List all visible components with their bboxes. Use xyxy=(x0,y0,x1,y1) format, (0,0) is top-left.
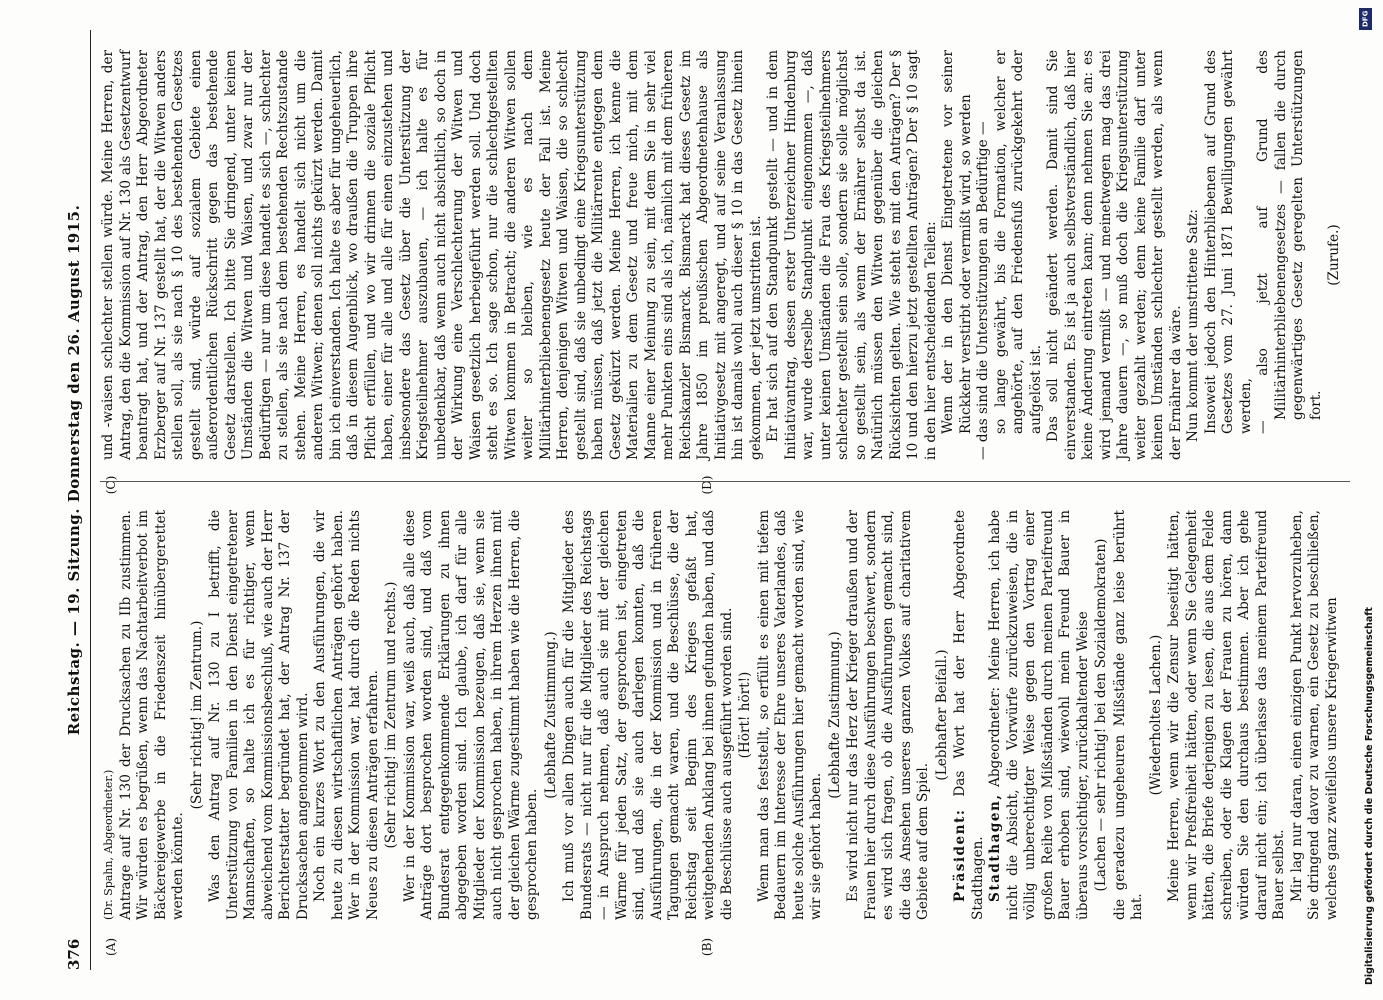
interjection: (Sehr richtig! im Zentrum.) xyxy=(188,620,205,810)
dfg-credit xyxy=(1364,0,1375,985)
left-column xyxy=(100,510,1350,920)
quote-aside: — das sind die Unterstützungen an Bedürftige — xyxy=(975,121,991,460)
interjection: (Wiederholtes Lachen.) xyxy=(1147,634,1164,796)
credit-text: Digitalisierung gefördert durch die Deutsche Forschungsgemeinschaft xyxy=(1364,607,1375,985)
interjection: (Lachen — sehr richtig! bei den Sozialdemokraten) xyxy=(1093,538,1109,892)
margin-marker-c: (C) xyxy=(104,475,118,495)
speaker-reference: (Dr. Spahn, Abgeordneter.) xyxy=(102,769,115,920)
dfg-logo: DFG xyxy=(1359,8,1372,30)
page-header xyxy=(60,30,91,970)
paragraph: Was den Antrag auf Nr. 130 zu I betrifft, die Unterstützung von Familien in den Dienst eingetretener Mannschaften, so halte ich es für richtiger, wenn abweichend vom Kommissionsbeschluß, wie auch der Herr Berichterstatter begründet hat, der Antrag Nr. 137 der Drucksachen angenommen wird. xyxy=(207,510,311,920)
quote: so lange gewährt, bis die Formation, welcher er angehörte, auf den Friedensfuß zurückgekehrt oder aufgelöst ist. xyxy=(992,50,1044,434)
quote: Wenn der in den Dienst Eingetretene vor seiner Rückkehr verstirbt oder vermißt wird, so werden xyxy=(940,50,974,434)
paragraph: Noch ein kurzes Wort zu den Ausführungen, die wir heute zu diesen wirtschaftlichen Anträgen gehört haben. Wer in der Kommission war, hat durch die Reden nichts Neues zu diesen Anträgen erfahren. xyxy=(312,510,381,920)
paragraph: Das soll nicht geändert werden. Damit sind Sie einverstanden. Es ist ja auch selbstverständlich, daß hier keine Änderung eintreten kann; denn nehmen Sie an: es wird jemand vermißt — und meinetwegen mag das drei Jahre dauern —, so muß doch die Kriegsunterstützung weiter gezahlt werden; denn keine Familie darf unter keinen Umständen schlechter gestellt werden, als wenn der Ernährer da wäre. xyxy=(1045,50,1184,460)
paragraph: Wer in der Kommission war, weiß auch, daß alle diese Anträge dort besprochen worden sind, und daß vom Bundesrat entgegenkommende Erklärungen zu ihnen abgegeben worden sind. Ich glaube, ich darf für alle Mitglieder der Kommission bezeugen, daß sie, wenn sie auch nicht gesprochen haben, in ihrem Herzen ihnen mit der gleichen Wärme zugestimmt haben wie die Herren, die gesprochen haben. xyxy=(401,510,540,920)
interjection: (Lebhafter Beifall.) xyxy=(933,649,950,781)
margin-marker-a: (A) xyxy=(104,937,118,957)
paragraph: Es wird nicht nur das Herz der Krieger draußen und der Frauen hier durch diese Ausführungen beschwert, sondern es wird sich fragen, ob die Ausführungen gemacht sind, die das Ansehen unseres ganzen Volkes auf charitativem Gebiete auf dem Spiel. xyxy=(845,510,931,920)
interjection: (Lebhafte Zustimmung.) xyxy=(826,631,843,799)
paragraph: Er hat sich auf den Standpunkt gestellt — und in dem Initiativantrag, dessen erster Unterzeichner Hindenburg war, wurde derselbe Standpunkt eingenommen —, daß unter keinen Umständen die Frau des Kriegsteilnehmers schlechter gestellt sein solle, sondern sie solle möglichst so gestellt sein, als wenn der Ernährer selbst da ist. Natürlich müssen den Witwen gegenüber die gleichen Rücksichten gelten. Wie steht es mit den Anträgen? Der § 10 und den hierzu jetzt gestellten Anträgen? Der § 10 sagt in den hier entscheidenden Teilen: xyxy=(765,50,939,460)
paragraph: die geradezu ungeheuren Mißstände ganz leise berührt hat. xyxy=(1111,510,1145,920)
speaker-paragraph xyxy=(987,510,1092,920)
paragraph: Meine Herren, wenn wir die Zensur beseitigt hätten, wenn wir Preßfreiheit hätten, oder wenn Sie Gelegenheit hätten, die Briefe derjenigen zu lesen, die aus dem Felde schreiben, oder die Klagen der Frauen zu hören, dann würden Sie den durchaus bestimmen. Aber ich gehe darauf nicht ein; ich überlasse das meinem Parteifreund Bauer selbst. xyxy=(1166,510,1287,920)
speaker-paragraph xyxy=(952,510,987,920)
paragraph: Ich muß vor allen Dingen auch für die Mitglieder des Bundesrats — nicht nur für die Mitglieder des Reichstags — in Anspruch nehmen, daß auch sie mit der gleichen Wärme für jeden Satz, der gesprochen ist, eingetreten sind, und daß sie auch darlegen konnten, daß die Ausführungen, die in der Kommission und in früheren Tagungen gemacht waren, und die Beschlüsse, die der Reichstag seit Beginn des Krieges gefaßt hat, weitgehenden Anklang bei ihnen gefunden haben, und daß die Beschlüsse auch ausgeführt worden sind. xyxy=(561,510,735,920)
page-title: Reichstag. — 19. Sitzung. Donnerstag den 26. August 1915. xyxy=(65,204,83,736)
quote: Insoweit jedoch den Hinterbliebenen auf Grund des Gesetzes vom 27. Juni 1871 Bewilligungen gewährt werden, xyxy=(1202,50,1254,434)
margin-marker-d: (D) xyxy=(700,475,714,495)
quote: — also jetzt auf Grund des Militärhinterbliebenengesetzes — fallen die durch gegenwärtiges Gesetz geregelten Unterstützungen fort. xyxy=(1255,50,1324,434)
paragraph: Nun kommt der umstrittene Satz: xyxy=(1185,209,1201,442)
right-column xyxy=(100,50,1350,460)
speaker-name: Stadthagen, xyxy=(987,793,1003,902)
margin-marker-b: (B) xyxy=(700,937,714,957)
rotated-page-content xyxy=(60,30,1350,970)
paragraph: Mir lag nur daran, einen einzigen Punkt hervorzuheben, Sie dringend davor zu warnen, ein Gesetz zu beschließen, welches ganz zweifellos unsere Kriegerwitwen xyxy=(1288,510,1340,920)
interjection: (Sehr richtig! im Zentrum und rechts.) xyxy=(383,581,399,849)
page-number: 376 xyxy=(65,938,83,970)
paragraph: und -waisen schlechter stellen würde. Meine Herren, der Antrag, den die Kommission auf Nr. 130 als Gesetzentwurf beantragt hat, und der Antrag, den Herr Abgeordneter Erzberger auf Nr. 137 gestellt hat, der die Witwen anders stellen soll, als sie nach § 10 des bestehenden Gesetzes gestellt sind, würde auf sozialem Gebiete einen außerordentlichen Rückschritt gegen das bestehende Gesetz darstellen. Ich bitte Sie dringend, unter keinen Umständen die Witwen und Waisen, und zwar nur der Bedürftigen — nur um diese handelt es sich —, schlechter zu stellen, als sie nach dem bestehenden Rechtszustande stehen. Meine Herren, es handelt sich nicht um die anderen Witwen; denen soll nichts gekürzt werden. Damit bin ich einverstanden. Ich halte es aber für ungeheuerlich, daß in diesem Augenblick, wo draußen die Truppen ihre Pflicht erfüllen, und wo wir drinnen die soziale Pflicht haben, einer für alle und alle für einen einzustehen und insbesondere das Gesetz über die Unterstützung der Kriegsteilnehmer auszubauen, — ich halte es für unbedenkbar, daß wenn auch nicht absichtlich, so doch in der Wirkung eine Verschlechterung der Witwen und Waisen gesetzlich herbeigeführt werden soll. Und doch steht es so. Ich sage schon, nur die schlechtgestellten Witwen kommen in Betracht; die anderen Witwen sollen weiter so bleiben, wie es nach dem Militärhinterbliebenengesetz heute der Fall ist. Meine Herren, denjenigen Witwen und Waisen, die so schlecht gestellt sind, daß sie unbedingt eine Kriegsunterstützung haben müssen, daß jetzt die Militärrente entgegen dem Gesetz gekürzt werden. Meine Herren, ich kenne die Materialien zu dem Gesetz und freue mich, mit dem Manne einer Meinung zu sein, mit dem Sie in sehr viel mehr Punkten eins sind als ich, nämlich mit dem früheren Reichskanzler Bismarck. Bismarck hat dieses Gesetz im Jahre 1850 im preußischen Abgeordnetenhause als Initiativgesetz mit angeregt, und auf seine Veranlassung hin ist damals wohl auch dieser § 10 in das Gesetz hinein gekommen, der jetzt umstritten ist. xyxy=(100,50,764,460)
interjection: (Lebhafte Zustimmung.) xyxy=(542,631,559,799)
interjection: (Hört! hört!) xyxy=(737,671,753,759)
paragraph: Wenn man das feststellt, so erfüllt es einen mit tiefem Bedauern im Interesse der Ehre unseres Vaterlandes, daß heute solche Ausführungen hier gemacht worden sind, wie wir sie gehört haben. xyxy=(755,510,824,920)
paragraph: Antrage auf Nr. 130 der Drucksachen zu IIb zustimmen. Wir würden es begrüßen, wenn das Nachtarbeitverbot im Bäckereigewerbe in die Friedenszeit hinübergerettet werden könnte. xyxy=(117,510,186,920)
speaker-name: Präsident: xyxy=(952,808,968,902)
interjection: (Zurufe.) xyxy=(1326,224,1342,286)
paragraph-text: Das Wort hat der Herr Abgeordnete Stadthagen. xyxy=(952,510,986,920)
paragraph-text: Abgeordneter: Meine Herren, ich habe nicht die Absicht, die Vorwürfe zurückzuweisen, die in völlig unberechtigter Weise gegen den Vortrag einer großen Reihe von Mißständen durch meinen Parteifreund Bauer erhoben sind, wiewohl mein Freund Bauer in überaus vorsichtiger, zurückhaltender Weise xyxy=(987,510,1091,920)
column-divider xyxy=(100,481,1350,482)
